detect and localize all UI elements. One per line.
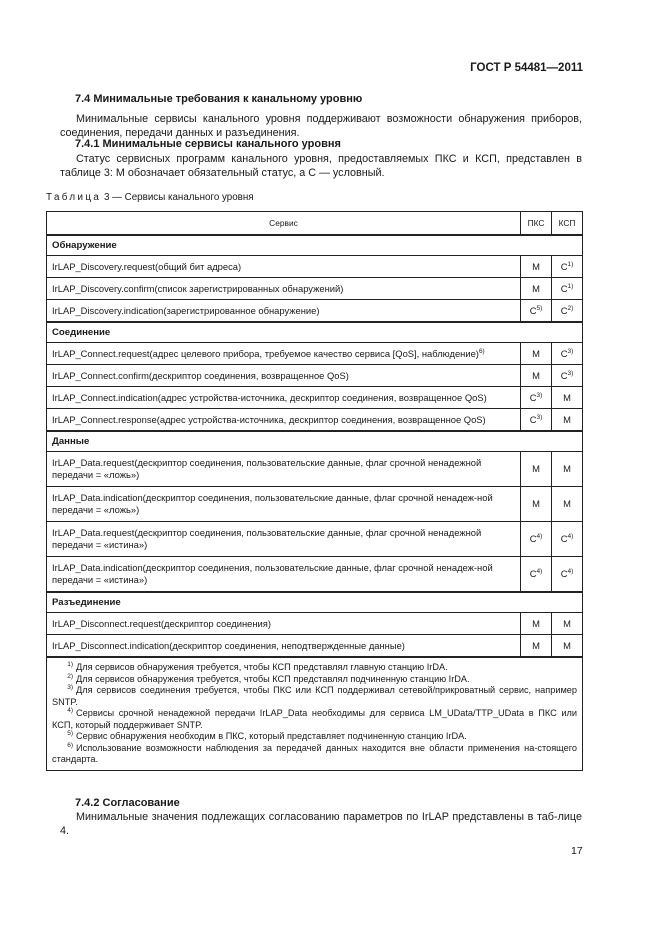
footnote-mark: 2) bbox=[67, 672, 73, 680]
table-row bbox=[47, 613, 583, 635]
table-row bbox=[47, 256, 583, 278]
status-footnote-mark: 5) bbox=[536, 305, 543, 312]
service-footnote-mark: 6) bbox=[478, 348, 485, 355]
status-value: С bbox=[560, 305, 568, 316]
table-row bbox=[47, 522, 583, 557]
status-value: С bbox=[560, 568, 568, 579]
footnote bbox=[52, 674, 577, 686]
footnote-mark: 3) bbox=[67, 684, 73, 691]
footnote bbox=[52, 685, 577, 708]
status-value: М bbox=[563, 618, 571, 629]
status-value: С bbox=[560, 370, 568, 381]
table-group-row bbox=[47, 322, 583, 343]
table-row bbox=[47, 387, 583, 409]
status-value: С bbox=[529, 392, 537, 403]
footnote bbox=[52, 708, 577, 731]
service-name: IrLAP_Data.request(дескриптор соединения, пользовательские данные, флаг срочной ненадежной передачи = «истина») bbox=[52, 527, 482, 550]
status-value: М bbox=[563, 463, 571, 474]
page-number: 17 bbox=[571, 845, 583, 857]
status-value: М bbox=[563, 392, 571, 403]
status-value: М bbox=[532, 261, 540, 272]
footnote-mark: 1) bbox=[67, 661, 73, 668]
service-cell bbox=[47, 557, 521, 593]
service-cell bbox=[47, 343, 521, 365]
service-cell bbox=[47, 365, 521, 387]
status-value: С bbox=[529, 568, 537, 579]
table-row bbox=[47, 343, 583, 365]
service-name: IrLAP_Connect.response(адрес устройства-источника, дескриптор соединения, возвращенное QoS) bbox=[52, 414, 486, 425]
footnote-text: Для сервисов обнаружения требуется, чтобы КСП представлял подчиненную станцию IrDA. bbox=[76, 673, 470, 684]
status-value: С bbox=[560, 283, 568, 294]
table-header-row bbox=[47, 212, 583, 236]
group-title: Разъединение bbox=[47, 592, 583, 613]
footnote bbox=[52, 731, 577, 743]
service-name: IrLAP_Data.indication(дескриптор соединения, пользовательские данные, флаг срочной ненадеж-ной передачи = «ложь») bbox=[52, 492, 493, 515]
status-value: С bbox=[560, 261, 568, 272]
service-name: IrLAP_Discovery.request(общий бит адреса) bbox=[52, 261, 242, 272]
status-value: С bbox=[529, 414, 537, 425]
table-group-row bbox=[47, 235, 583, 256]
status-footnote-mark: 3) bbox=[567, 348, 574, 355]
status-value: М bbox=[532, 618, 540, 629]
service-name: IrLAP_Data.request(дескриптор соединения, пользовательские данные, флаг срочной ненадежной передачи = «ложь») bbox=[52, 457, 482, 480]
status-footnote-mark: 2) bbox=[567, 305, 574, 312]
status-footnote-mark: 4) bbox=[567, 533, 574, 540]
status-footnote-mark: 4) bbox=[567, 568, 574, 575]
status-value: С bbox=[529, 305, 537, 316]
service-name: IrLAP_Connect.indication(адрес устройства-источника, дескриптор соединения, возвращенное QoS) bbox=[52, 392, 487, 403]
status-footnote-mark: 4) bbox=[536, 533, 543, 540]
status-value: С bbox=[529, 533, 537, 544]
status-value: М bbox=[532, 498, 540, 509]
service-cell bbox=[47, 300, 521, 323]
service-cell bbox=[47, 387, 521, 409]
service-cell bbox=[47, 522, 521, 557]
footnote-text: Использование возможности наблюдения за передачей данных находится вне области применения на-стоящего стандарта. bbox=[52, 742, 577, 764]
table-row bbox=[47, 365, 583, 387]
footnote-text: Сервис обнаружения необходим в ПКС, который представляет подчиненную станцию IrDA. bbox=[76, 731, 467, 741]
service-name: IrLAP_Connect.request(адрес целевого прибора, требуемое качество сервиса [QoS], наблюдение) bbox=[52, 348, 479, 359]
status-value: М bbox=[532, 640, 540, 651]
table-row bbox=[47, 452, 583, 487]
standard-number: ГОСТ Р 54481—2011 bbox=[470, 62, 583, 74]
service-cell bbox=[47, 278, 521, 300]
header-pks: ПКС bbox=[521, 212, 552, 236]
status-footnote-mark: 3) bbox=[567, 370, 574, 377]
status-value: М bbox=[532, 463, 540, 474]
service-name: IrLAP_Disconnect.request(дескриптор соединения) bbox=[52, 618, 271, 629]
service-name: IrLAP_Disconnect.indication(дескриптор соединения, неподтвержденные данные) bbox=[52, 640, 405, 651]
service-cell bbox=[47, 256, 521, 278]
status-footnote-mark: 1) bbox=[567, 283, 574, 290]
group-title: Соединение bbox=[47, 322, 583, 343]
footnote-mark: 5) bbox=[67, 730, 73, 737]
status-value: М bbox=[563, 498, 571, 509]
status-value: М bbox=[563, 640, 571, 651]
services-table bbox=[46, 211, 583, 771]
footnote-mark: 6) bbox=[67, 741, 73, 749]
table-row bbox=[47, 300, 583, 323]
service-cell bbox=[47, 487, 521, 522]
table-notes-row bbox=[47, 657, 583, 770]
status-value: М bbox=[532, 348, 540, 359]
subsection-title-7-4-1: 7.4.1 Минимальные сервисы канального уровня bbox=[75, 138, 341, 150]
group-title: Данные bbox=[47, 431, 583, 452]
footnote bbox=[52, 743, 577, 766]
service-cell bbox=[47, 635, 521, 658]
table-group-row bbox=[47, 431, 583, 452]
footnote-text: Сервисы срочной ненадежной передачи IrLAP_Data необходимы для сервиса LM_UData/TTP_UData в ПКС или КСП, который поддерживает SNTP. bbox=[52, 708, 577, 730]
subsection-text-7-4-2: Минимальные значения подлежащих согласованию параметров по IrLAP представлены в таб-лице 4. bbox=[60, 811, 582, 837]
section-intro: Минимальные сервисы канального уровня поддерживают возможности обнаружения приборов, соединения, передачи данных и разъединения. bbox=[60, 113, 582, 139]
status-footnote-mark: 4) bbox=[536, 568, 543, 575]
status-value: М bbox=[532, 370, 540, 381]
section-title: 7.4 Минимальные требования к канальному уровню bbox=[75, 93, 363, 105]
service-cell bbox=[47, 452, 521, 487]
table-group-row bbox=[47, 592, 583, 613]
footnote-mark: 4) bbox=[67, 707, 73, 714]
status-value: М bbox=[532, 283, 540, 294]
table-notes bbox=[47, 657, 583, 770]
service-cell bbox=[47, 409, 521, 432]
status-footnote-mark: 3) bbox=[536, 392, 543, 399]
status-value: М bbox=[563, 414, 571, 425]
table-row bbox=[47, 487, 583, 522]
footnote-text: Для сервисов обнаружения требуется, чтобы КСП представлял главную станцию IrDA. bbox=[76, 662, 448, 672]
service-name: IrLAP_Discovery.confirm(список зарегистрированных обнаружений) bbox=[52, 283, 344, 294]
table-caption: Таблица 3 — Сервисы канального уровня bbox=[46, 192, 254, 203]
footnote bbox=[52, 662, 577, 674]
table-row bbox=[47, 409, 583, 432]
subsection-text-7-4-1: Статус сервисных программ канального уровня, предоставляемых ПКС и КСП, представлен в таблице 3: М обозначает обязательный статус, а С — условный. bbox=[60, 153, 582, 179]
service-cell bbox=[47, 613, 521, 635]
table-row bbox=[47, 635, 583, 658]
status-footnote-mark: 3) bbox=[536, 414, 543, 421]
header-service: Сервис bbox=[47, 212, 521, 236]
header-ksp: КСП bbox=[552, 212, 583, 236]
subsection-title-7-4-2: 7.4.2 Согласование bbox=[75, 797, 180, 809]
service-name: IrLAP_Data.indication(дескриптор соединения, пользовательские данные, флаг срочной ненадеж-ной передачи = «истина») bbox=[52, 562, 493, 585]
footnote-text: Для сервисов соединения требуется, чтобы ПКС или КСП поддерживал сетевой/прикроватный сервис, например SNTP. bbox=[52, 685, 577, 707]
status-footnote-mark: 1) bbox=[567, 261, 574, 268]
table-row bbox=[47, 557, 583, 593]
status-value: С bbox=[560, 348, 568, 359]
group-title: Обнаружение bbox=[47, 235, 583, 256]
table-row bbox=[47, 278, 583, 300]
service-name: IrLAP_Discovery.indication(зарегистрированное обнаружение) bbox=[52, 305, 320, 316]
service-name: IrLAP_Connect.confirm(дескриптор соединения, возвращенное QoS) bbox=[52, 370, 349, 381]
status-value: С bbox=[560, 533, 568, 544]
